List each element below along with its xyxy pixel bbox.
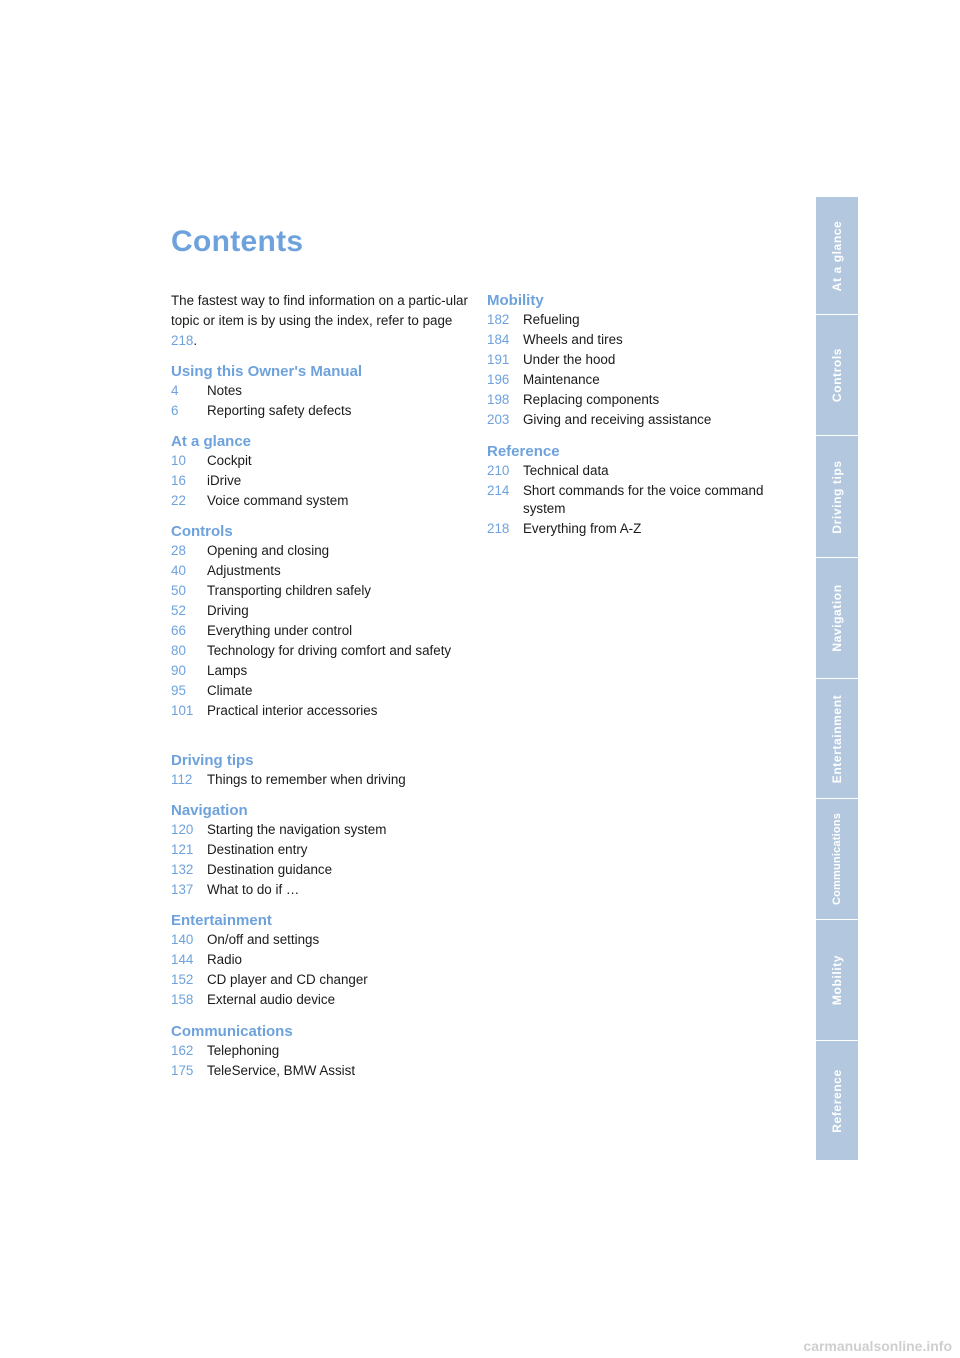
toc-page: 162 — [171, 1043, 194, 1058]
toc-entry[interactable] — [487, 371, 787, 389]
intro-paragraph — [171, 291, 471, 351]
watermark: carmanualsonline.info — [803, 1338, 952, 1354]
toc-entry[interactable] — [171, 562, 471, 580]
toc-text: Cockpit — [207, 453, 252, 468]
section-title: Controls — [171, 523, 233, 540]
toc-text: Everything under control — [207, 623, 353, 638]
toc-page: 121 — [171, 842, 194, 857]
toc-entry[interactable] — [487, 411, 787, 429]
toc-entry[interactable] — [487, 311, 787, 329]
toc-page: 196 — [487, 372, 510, 387]
section-title: Reference — [487, 443, 560, 460]
toc-text: Voice command system — [207, 493, 349, 508]
toc-page: 184 — [487, 332, 510, 347]
sidebar-tab-label: Navigation — [830, 584, 844, 652]
toc-text: Under the hood — [523, 352, 616, 367]
toc-entry[interactable] — [487, 482, 787, 518]
toc-text: Technical data — [523, 463, 609, 478]
section-at-a-glance — [171, 432, 471, 512]
toc-page: 140 — [171, 932, 194, 947]
toc-entry[interactable] — [487, 462, 787, 480]
toc-entry[interactable] — [171, 1042, 471, 1060]
section-title: Navigation — [171, 802, 248, 819]
toc-page: 218 — [487, 521, 510, 536]
toc-page: 22 — [171, 493, 186, 508]
toc-page: 132 — [171, 862, 194, 877]
toc-entry[interactable] — [171, 602, 471, 620]
sidebar-tab-label: Entertainment — [830, 694, 844, 783]
toc-entry[interactable] — [487, 391, 787, 409]
section-title: At a glance — [171, 433, 252, 450]
sidebar-tab-communications[interactable] — [816, 799, 858, 920]
toc-text: On/off and settings — [207, 932, 320, 947]
toc-text: TeleService, BMW Assist — [207, 1063, 356, 1078]
toc-page: 203 — [487, 412, 510, 427]
toc-text: Climate — [207, 683, 253, 698]
toc-text: Wheels and tires — [523, 332, 623, 347]
section-controls — [171, 522, 471, 722]
toc-text: Practical interior accessories — [207, 703, 378, 718]
toc-text: Transporting children safely — [207, 583, 371, 598]
toc-page: 182 — [487, 312, 510, 327]
toc-text: Short commands for the voice command system — [523, 483, 764, 516]
toc-page: 66 — [171, 623, 186, 638]
toc-text: Reporting safety defects — [207, 403, 352, 418]
toc-entry[interactable] — [171, 642, 471, 660]
toc-text: Adjustments — [207, 563, 281, 578]
toc-entry[interactable] — [171, 861, 471, 879]
sidebar-tab-navigation[interactable] — [816, 558, 858, 679]
toc-entry[interactable] — [171, 472, 471, 490]
toc-page: 40 — [171, 563, 186, 578]
section-title: Mobility — [487, 292, 544, 309]
toc-page: 52 — [171, 603, 186, 618]
toc-entry[interactable] — [171, 662, 471, 680]
toc-text: Telephoning — [207, 1043, 280, 1058]
toc-page: 10 — [171, 453, 186, 468]
toc-text: Destination guidance — [207, 862, 333, 877]
sidebar-tab-label: Reference — [830, 1068, 844, 1133]
toc-text: What to do if … — [207, 882, 300, 897]
toc-text: Giving and receiving assistance — [523, 412, 712, 427]
toc-entry[interactable] — [171, 771, 471, 789]
toc-entry[interactable] — [171, 492, 471, 510]
toc-entry[interactable] — [171, 402, 471, 420]
toc-text: Starting the navigation system — [207, 822, 387, 837]
toc-page: 95 — [171, 683, 186, 698]
toc-page: 158 — [171, 992, 194, 1007]
toc-text: External audio device — [207, 992, 336, 1007]
toc-page: 101 — [171, 703, 194, 718]
toc-page: 16 — [171, 473, 186, 488]
toc-entry[interactable] — [171, 1062, 471, 1080]
toc-text: Technology for driving comfort and safety — [207, 643, 452, 658]
toc-page: 175 — [171, 1063, 194, 1078]
sidebar-tab-label: Controls — [830, 347, 844, 403]
toc-text: Maintenance — [523, 372, 600, 387]
toc-page: 210 — [487, 463, 510, 478]
sidebar-tab-mobility[interactable] — [816, 920, 858, 1041]
sidebar-tab-label: Communications — [831, 812, 843, 906]
toc-entry[interactable] — [171, 702, 471, 720]
toc-page: 137 — [171, 882, 194, 897]
toc-entry[interactable] — [171, 622, 471, 640]
toc-page: 90 — [171, 663, 186, 678]
toc-page: 112 — [171, 772, 193, 787]
intro-page-link[interactable]: 218 — [171, 333, 194, 348]
toc-entry[interactable] — [171, 382, 471, 400]
sidebar-tab-label: Mobility — [830, 954, 844, 1006]
section-reference — [487, 442, 787, 540]
toc-text: Everything from A-Z — [523, 521, 642, 536]
intro-text-end: . — [193, 333, 198, 348]
sidebar-tab-label: Driving tips — [830, 459, 844, 534]
toc-entry[interactable] — [171, 452, 471, 470]
toc-page: 191 — [487, 352, 510, 367]
toc-text: Opening and closing — [207, 543, 330, 558]
toc-page: 198 — [487, 392, 510, 407]
toc-text: Radio — [207, 952, 242, 967]
toc-entry[interactable] — [171, 841, 471, 859]
toc-text: CD player and CD changer — [207, 972, 368, 987]
intro-text: The fastest way to find information on a partic-ular topic or item is by using the index, refer to page — [171, 293, 468, 328]
toc-text: iDrive — [207, 473, 242, 488]
section-navigation — [171, 801, 471, 901]
toc-entry[interactable] — [171, 951, 471, 969]
toc-page: 152 — [171, 972, 194, 987]
toc-entry[interactable] — [171, 582, 471, 600]
toc-text: Refueling — [523, 312, 580, 327]
toc-entry[interactable] — [487, 331, 787, 349]
toc-text: Lamps — [207, 663, 248, 678]
section-title: Driving tips — [171, 752, 254, 769]
toc-text: Destination entry — [207, 842, 308, 857]
toc-entry[interactable] — [171, 821, 471, 839]
toc-page: 50 — [171, 583, 186, 598]
sidebar-tab-label: At a glance — [830, 220, 844, 291]
sidebar-tab-entertainment[interactable] — [816, 679, 858, 799]
toc-page: 214 — [487, 483, 510, 498]
page-title: Contents — [171, 225, 304, 258]
toc-entry[interactable] — [171, 931, 471, 949]
sidebar-tab-reference[interactable] — [816, 1041, 858, 1160]
toc-entry[interactable] — [171, 971, 471, 989]
section-title: Using this Owner's Manual — [171, 363, 363, 380]
toc-entry[interactable] — [171, 542, 471, 560]
section-mobility — [487, 291, 787, 431]
chapter-sidebar — [816, 197, 858, 1160]
sidebar-tab-at-a-glance[interactable] — [816, 197, 858, 315]
toc-entry[interactable] — [487, 520, 787, 538]
toc-entry[interactable] — [171, 991, 471, 1009]
toc-page: 6 — [171, 403, 179, 418]
toc-page: 144 — [171, 952, 194, 967]
toc-page: 120 — [171, 822, 194, 837]
sidebar-tab-controls[interactable] — [816, 315, 858, 436]
toc-text: Driving — [207, 603, 249, 618]
section-entertainment — [171, 911, 471, 1011]
toc-text: Replacing components — [523, 392, 660, 407]
toc-page: 80 — [171, 643, 186, 658]
toc-page: 4 — [171, 383, 179, 398]
toc-entry[interactable] — [171, 881, 471, 899]
toc-text: Things to remember when driving — [207, 772, 406, 787]
section-using-manual — [171, 362, 471, 422]
section-title: Entertainment — [171, 912, 272, 929]
section-title: Communications — [171, 1023, 293, 1040]
toc-text: Notes — [207, 383, 242, 398]
sidebar-tab-driving-tips[interactable] — [816, 436, 858, 558]
toc-entry[interactable] — [487, 351, 787, 369]
section-communications — [171, 1022, 471, 1082]
section-driving-tips — [171, 751, 471, 791]
toc-entry[interactable] — [171, 682, 471, 700]
toc-page: 28 — [171, 543, 186, 558]
